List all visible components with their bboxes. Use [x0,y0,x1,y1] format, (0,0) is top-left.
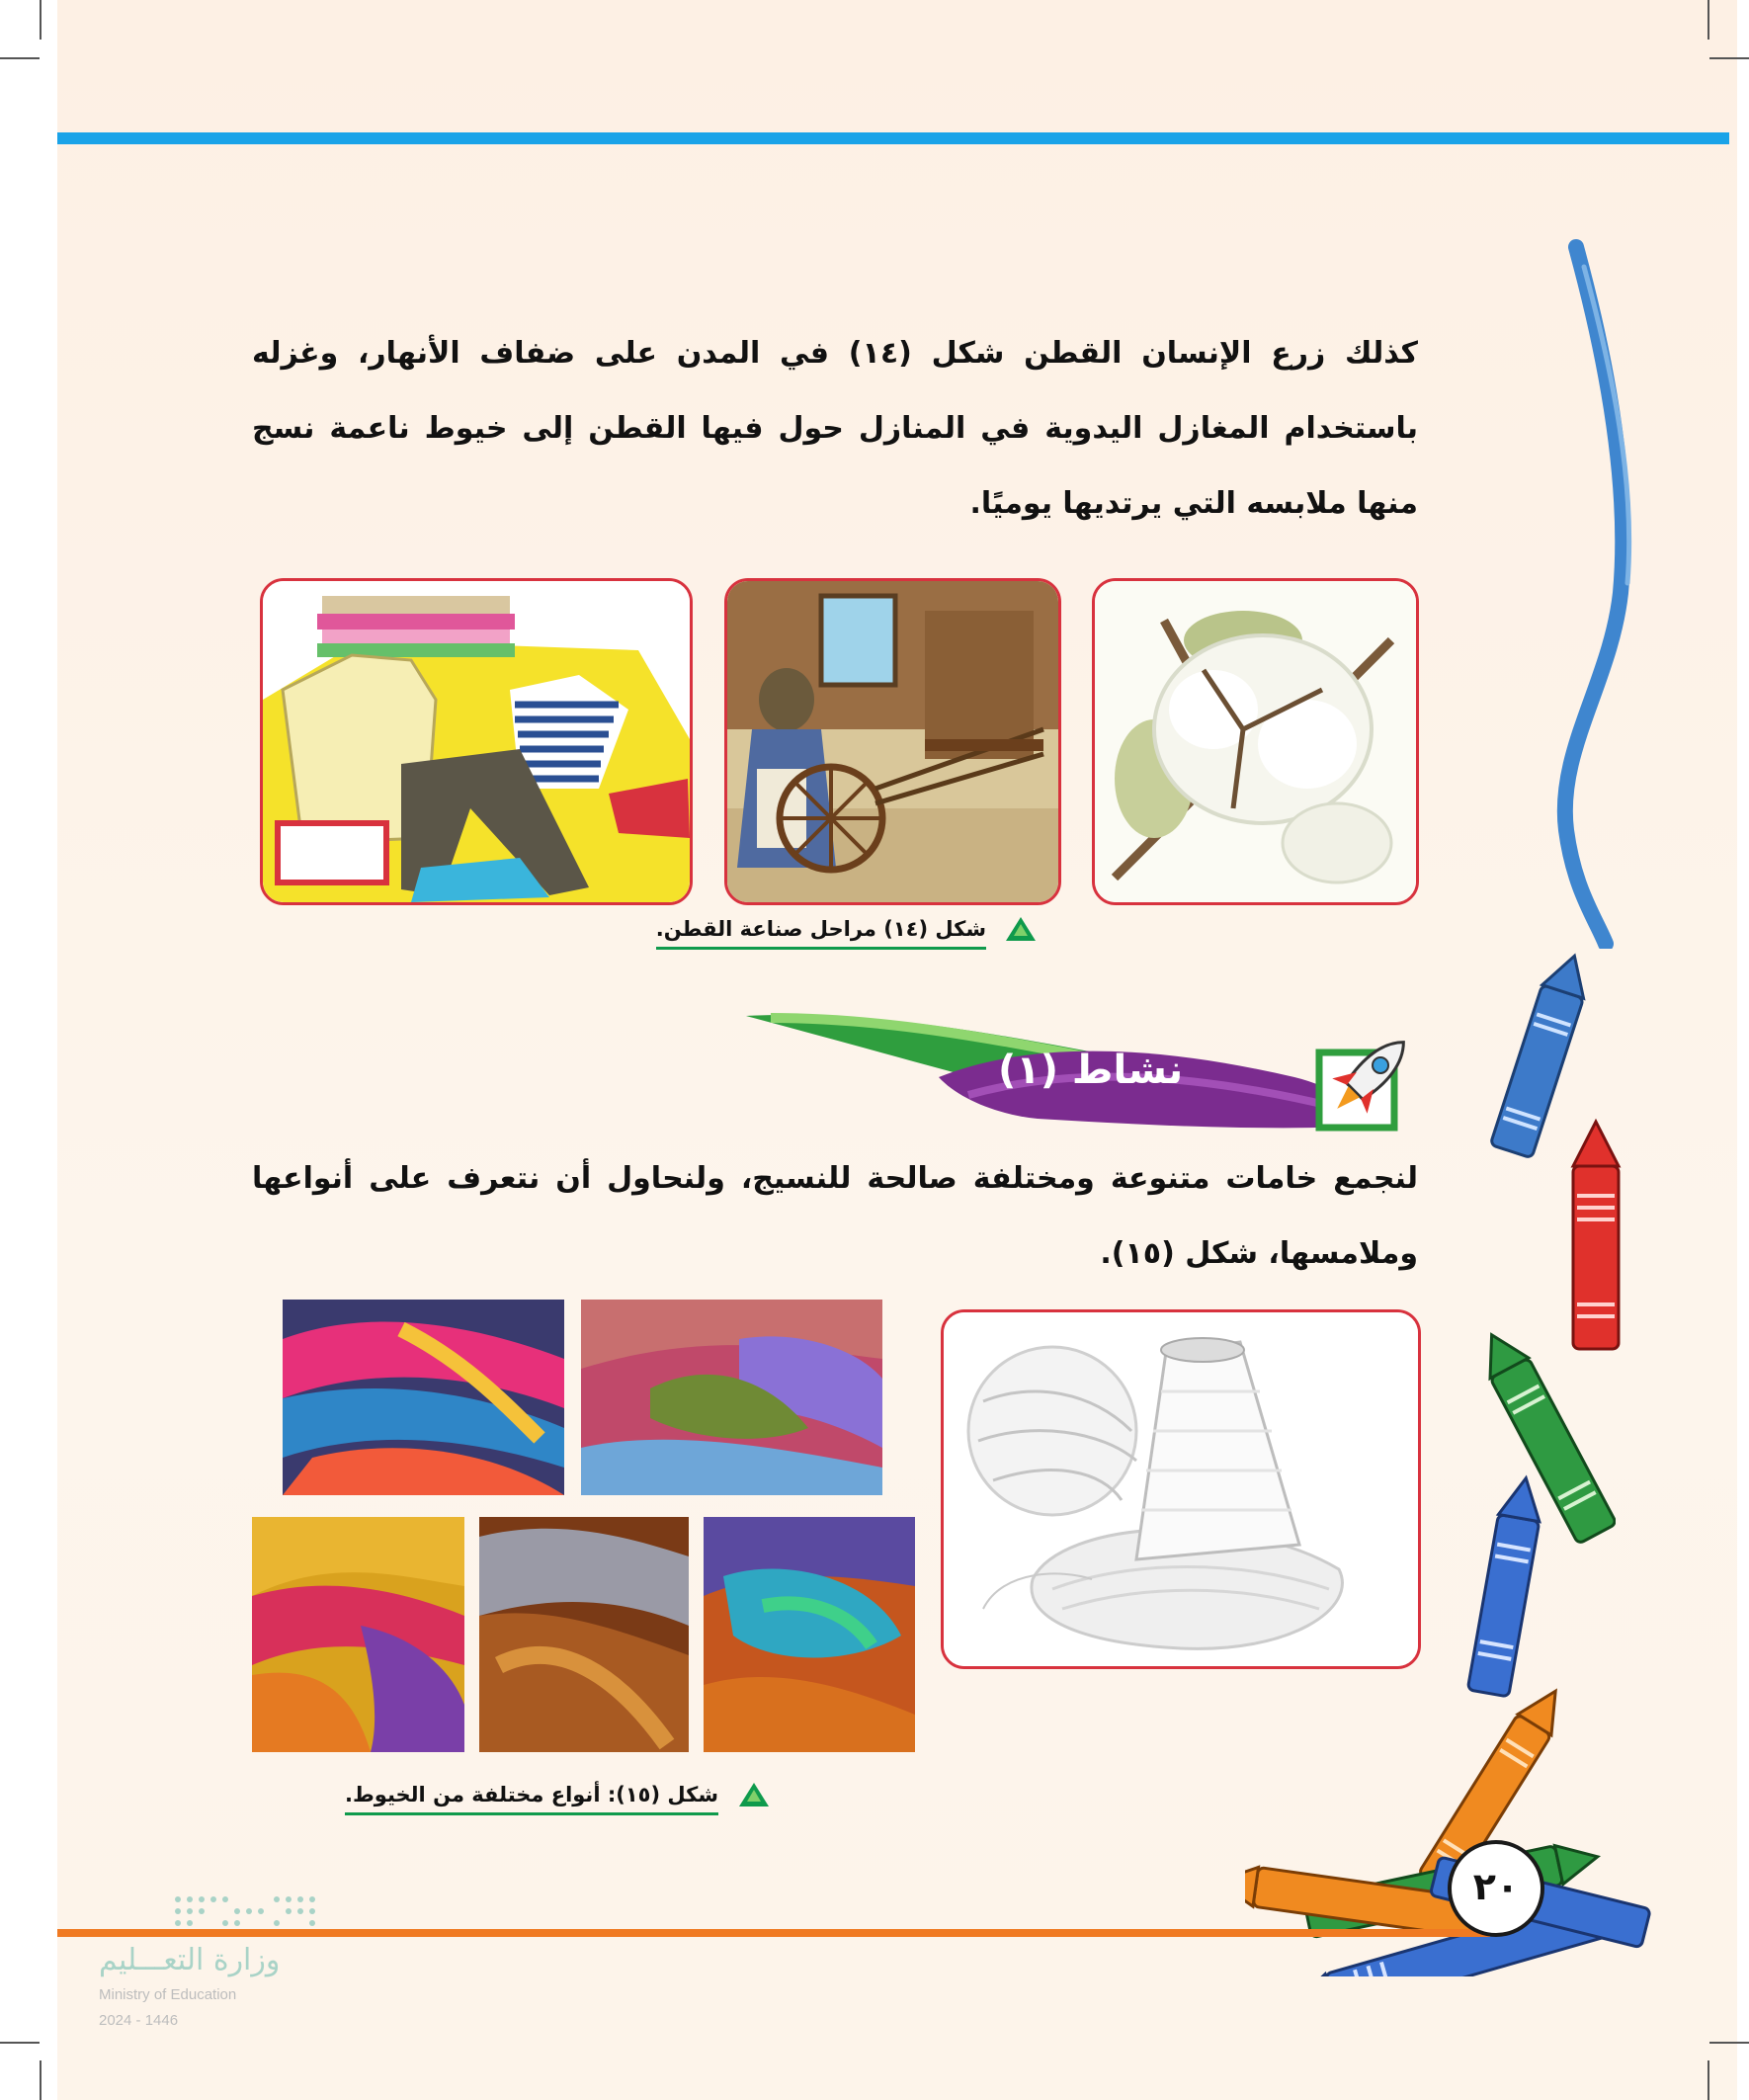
yarn-photo-multicolor [252,1517,464,1752]
brush-stroke-decoration [1537,237,1655,949]
bottom-rule [57,1929,1490,1937]
cotton-clothes-illustration [263,581,690,902]
yarn-photo-rose-purple [581,1300,882,1495]
yarn-blue-green-image [704,1517,915,1752]
crop-mark [40,2060,42,2100]
crop-mark [0,2042,40,2044]
rocket-icon [1309,1023,1423,1136]
caption-triangle-icon [1006,917,1036,941]
ministry-name-arabic: وزارة التعـــليم [99,1943,281,1977]
yarn-photo-pink-blue [283,1300,564,1495]
caption-triangle-icon [739,1783,769,1806]
figure-spinning-wheel [724,578,1061,905]
crop-mark [1707,2060,1709,2100]
spinning-woman-illustration [727,581,1058,902]
paragraph-activity-instructions: لنجمع خامات متنوعة ومختلفة صالحة للنسيج، ولنحاول أن نتعرف على أنواعها وملامسها، شكل (١٥). [252,1161,1418,1271]
crop-mark [1709,2042,1749,2044]
yarn-multicolor-image [252,1517,464,1752]
yarn-brown-image [479,1517,689,1752]
paragraph-cotton-history: كذلك زرع الإنسان القطن شكل (١٤) في المدن على ضفاف الأنهار، وغزله باستخدام المغازل اليدوية في المنازل حول فيها القطن إلى خيوط ناعمة نسج منها ملابسه التي يرتديها يوميًا. [252,336,1419,521]
ministry-logo-dots [168,1890,326,1929]
page-number: ٢٠ [1448,1840,1544,1937]
crop-mark [40,0,42,40]
cotton-plant-illustration [1095,581,1416,902]
crop-mark [1709,57,1749,59]
activity-title: نشاط (١) [998,1048,1184,1093]
figure-15-caption: شكل (١٥): أنواع مختلفة من الخيوط. [345,1783,718,1815]
top-rule [57,132,1729,144]
figure-cotton-boll [1092,578,1419,905]
yarn-rose-purple-image [581,1300,882,1495]
figure-white-yarn [941,1309,1421,1669]
crop-mark [1707,0,1709,40]
ministry-year: 2024 - 1446 [99,2012,179,2029]
yarn-pink-blue-image [283,1300,564,1495]
yarn-photo-blue-green [704,1517,915,1752]
ministry-name-english: Ministry of Education [99,1986,237,2003]
crop-mark [0,57,40,59]
figure-clothes [260,578,693,905]
figure-14-caption: شكل (١٤) مراحل صناعة القطن. [656,917,986,950]
white-yarn-photo [944,1312,1418,1666]
crayon-icon [1551,1117,1640,1354]
yarn-photo-brown [479,1517,689,1752]
